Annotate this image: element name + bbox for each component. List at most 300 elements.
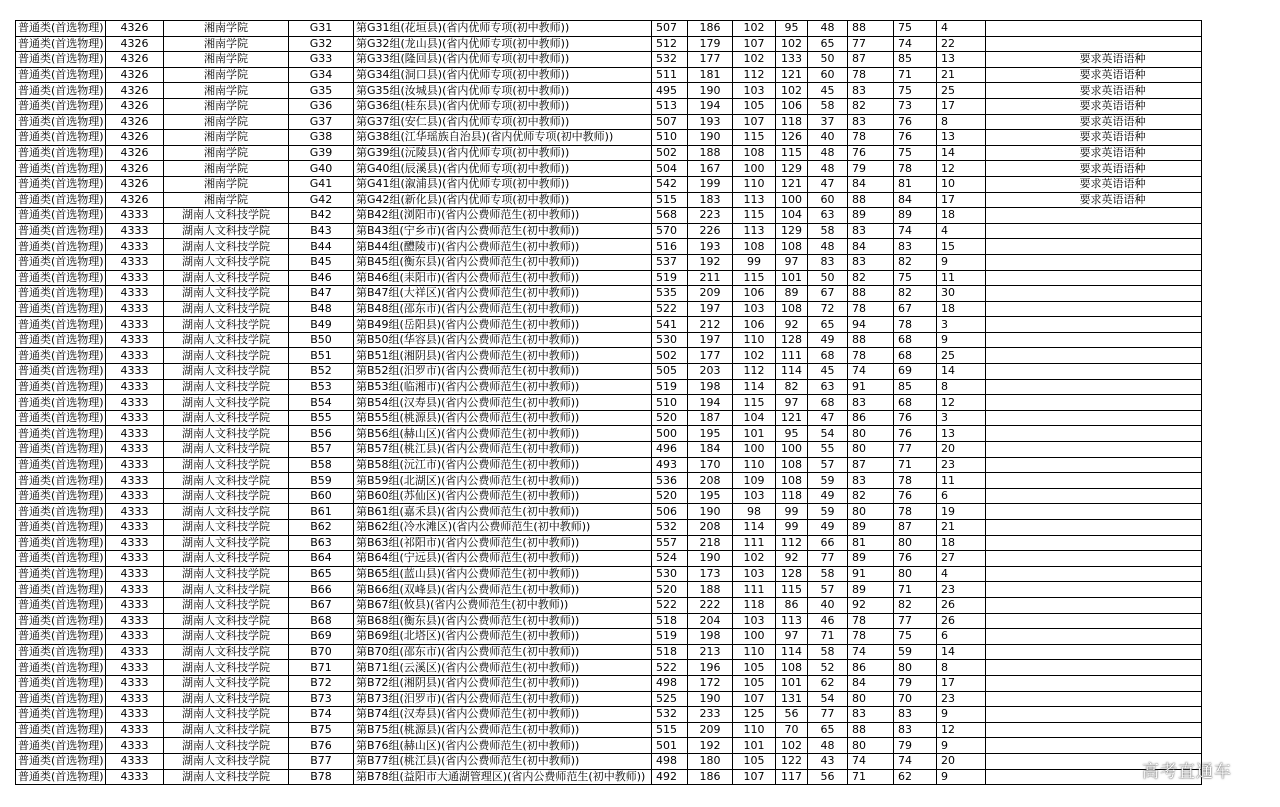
cell-foreign-lang-score: 71 (808, 629, 848, 645)
cell-rank-order: 20 (937, 442, 986, 458)
cell-school-code: 4333 (106, 488, 164, 504)
cell-elective-1-score: 78 (848, 348, 894, 364)
cell-rank-order: 8 (937, 660, 986, 676)
cell-category: 普通类(首选物理) (16, 317, 106, 333)
cell-chinese-score: 114 (733, 520, 776, 536)
cell-group-code: B44 (289, 239, 354, 255)
cell-math-score: 111 (776, 348, 808, 364)
cell-rank-order: 18 (937, 208, 986, 224)
cell-school-name: 湖南人文科技学院 (164, 597, 289, 613)
cell-math-score: 108 (776, 301, 808, 317)
cell-chinese-math-sum: 198 (688, 379, 733, 395)
cell-school-code: 4326 (106, 36, 164, 52)
cell-foreign-lang-score: 47 (808, 410, 848, 426)
cell-elective-1-score: 89 (848, 551, 894, 567)
cell-foreign-lang-score: 45 (808, 83, 848, 99)
cell-chinese-score: 112 (733, 364, 776, 380)
cell-group-name: 第B65组(蓝山县)(省内公费师范生(初中教师)) (354, 566, 652, 582)
cell-rank-order: 25 (937, 348, 986, 364)
cell-math-score: 108 (776, 660, 808, 676)
cell-school-code: 4333 (106, 722, 164, 738)
cell-school-name: 湖南人文科技学院 (164, 582, 289, 598)
cell-group-name: 第B45组(衡东县)(省内公费师范生(初中教师)) (354, 254, 652, 270)
cell-chinese-math-sum: 186 (688, 21, 733, 37)
cell-foreign-lang-score: 45 (808, 364, 848, 380)
cell-math-score: 97 (776, 629, 808, 645)
cell-elective-2-score: 79 (894, 675, 937, 691)
cell-elective-2-score: 71 (894, 67, 937, 83)
cell-foreign-lang-score: 59 (808, 473, 848, 489)
cell-group-code: B62 (289, 520, 354, 536)
cell-elective-1-score: 83 (848, 83, 894, 99)
table-row (16, 176, 1202, 192)
cell-chinese-math-sum: 173 (688, 566, 733, 582)
cell-school-name: 湖南人文科技学院 (164, 208, 289, 224)
cell-school-code: 4333 (106, 629, 164, 645)
cell-remark (986, 317, 1202, 333)
table-row (16, 364, 1202, 380)
cell-elective-1-score: 80 (848, 504, 894, 520)
cell-remark (986, 722, 1202, 738)
cell-elective-2-score: 80 (894, 566, 937, 582)
cell-school-code: 4333 (106, 691, 164, 707)
cell-school-name: 湖南人文科技学院 (164, 675, 289, 691)
cell-elective-1-score: 83 (848, 114, 894, 130)
cell-school-name: 湖南人文科技学院 (164, 520, 289, 536)
cell-rank-order: 6 (937, 629, 986, 645)
cell-school-name: 湖南人文科技学院 (164, 223, 289, 239)
cell-elective-2-score: 74 (894, 223, 937, 239)
table-row (16, 426, 1202, 442)
cell-remark: 要求英语语种 (986, 114, 1202, 130)
cell-elective-1-score: 80 (848, 426, 894, 442)
cell-remark (986, 597, 1202, 613)
cell-school-code: 4333 (106, 379, 164, 395)
cell-school-name: 湘南学院 (164, 176, 289, 192)
cell-category: 普通类(首选物理) (16, 566, 106, 582)
cell-group-name: 第B77组(桃江县)(省内公费师范生(初中教师)) (354, 753, 652, 769)
cell-school-name: 湖南人文科技学院 (164, 613, 289, 629)
cell-math-score: 121 (776, 67, 808, 83)
cell-school-name: 湘南学院 (164, 21, 289, 37)
cell-chinese-score: 107 (733, 114, 776, 130)
cell-school-code: 4333 (106, 223, 164, 239)
cell-group-code: G38 (289, 130, 354, 146)
cell-total-score: 510 (652, 130, 688, 146)
cell-chinese-math-sum: 203 (688, 364, 733, 380)
cell-school-name: 湖南人文科技学院 (164, 488, 289, 504)
cell-group-name: 第B73组(汨罗市)(省内公费师范生(初中教师)) (354, 691, 652, 707)
cell-foreign-lang-score: 63 (808, 379, 848, 395)
cell-total-score: 496 (652, 442, 688, 458)
cell-school-name: 湖南人文科技学院 (164, 254, 289, 270)
cell-foreign-lang-score: 54 (808, 426, 848, 442)
cell-remark (986, 332, 1202, 348)
cell-foreign-lang-score: 60 (808, 192, 848, 208)
cell-elective-1-score: 83 (848, 254, 894, 270)
cell-remark (986, 473, 1202, 489)
cell-rank-order: 26 (937, 613, 986, 629)
cell-foreign-lang-score: 46 (808, 613, 848, 629)
cell-school-code: 4333 (106, 753, 164, 769)
cell-group-name: 第G33组(隆回县)(省内优师专项(初中教师)) (354, 52, 652, 68)
table-row (16, 691, 1202, 707)
cell-math-score: 92 (776, 317, 808, 333)
cell-elective-2-score: 69 (894, 364, 937, 380)
cell-rank-order: 3 (937, 410, 986, 426)
cell-category: 普通类(首选物理) (16, 660, 106, 676)
cell-math-score: 113 (776, 613, 808, 629)
cell-elective-2-score: 71 (894, 582, 937, 598)
table-row (16, 753, 1202, 769)
cell-chinese-math-sum: 172 (688, 675, 733, 691)
cell-math-score: 86 (776, 597, 808, 613)
cell-school-name: 湖南人文科技学院 (164, 738, 289, 754)
cell-elective-1-score: 83 (848, 707, 894, 723)
cell-elective-1-score: 74 (848, 753, 894, 769)
cell-elective-2-score: 80 (894, 660, 937, 676)
cell-chinese-math-sum: 212 (688, 317, 733, 333)
cell-total-score: 536 (652, 473, 688, 489)
cell-category: 普通类(首选物理) (16, 254, 106, 270)
cell-group-code: G37 (289, 114, 354, 130)
cell-school-code: 4333 (106, 535, 164, 551)
cell-school-name: 湘南学院 (164, 114, 289, 130)
cell-math-score: 114 (776, 364, 808, 380)
cell-elective-1-score: 74 (848, 644, 894, 660)
table-row (16, 644, 1202, 660)
cell-remark (986, 488, 1202, 504)
cell-foreign-lang-score: 62 (808, 675, 848, 691)
cell-group-code: B45 (289, 254, 354, 270)
cell-chinese-score: 108 (733, 239, 776, 255)
cell-elective-1-score: 92 (848, 597, 894, 613)
cell-elective-1-score: 78 (848, 629, 894, 645)
cell-elective-2-score: 81 (894, 176, 937, 192)
cell-school-name: 湖南人文科技学院 (164, 348, 289, 364)
cell-school-code: 4333 (106, 582, 164, 598)
cell-math-score: 99 (776, 520, 808, 536)
cell-math-score: 108 (776, 457, 808, 473)
cell-rank-order: 11 (937, 270, 986, 286)
table-row (16, 488, 1202, 504)
cell-group-code: B71 (289, 660, 354, 676)
cell-school-code: 4326 (106, 67, 164, 83)
cell-elective-1-score: 87 (848, 457, 894, 473)
cell-foreign-lang-score: 48 (808, 239, 848, 255)
cell-remark (986, 582, 1202, 598)
table-row (16, 98, 1202, 114)
cell-group-code: B64 (289, 551, 354, 567)
cell-chinese-score: 103 (733, 301, 776, 317)
cell-foreign-lang-score: 49 (808, 488, 848, 504)
cell-category: 普通类(首选物理) (16, 504, 106, 520)
cell-category: 普通类(首选物理) (16, 239, 106, 255)
cell-elective-2-score: 82 (894, 254, 937, 270)
cell-foreign-lang-score: 49 (808, 332, 848, 348)
cell-group-name: 第B67组(攸县)(省内公费师范生(初中教师)) (354, 597, 652, 613)
cell-foreign-lang-score: 68 (808, 395, 848, 411)
cell-elective-2-score: 75 (894, 83, 937, 99)
cell-remark (986, 379, 1202, 395)
cell-total-score: 519 (652, 629, 688, 645)
table-row (16, 192, 1202, 208)
cell-group-name: 第B58组(沅江市)(省内公费师范生(初中教师)) (354, 457, 652, 473)
cell-remark (986, 348, 1202, 364)
cell-group-name: 第B66组(双峰县)(省内公费师范生(初中教师)) (354, 582, 652, 598)
cell-math-score: 106 (776, 98, 808, 114)
cell-rank-order: 17 (937, 98, 986, 114)
cell-school-name: 湖南人文科技学院 (164, 691, 289, 707)
cell-chinese-score: 103 (733, 83, 776, 99)
table-row (16, 270, 1202, 286)
cell-foreign-lang-score: 52 (808, 660, 848, 676)
cell-school-name: 湖南人文科技学院 (164, 410, 289, 426)
watermark-text: 高考直通车 (1142, 762, 1232, 782)
cell-group-code: G35 (289, 83, 354, 99)
cell-school-code: 4326 (106, 52, 164, 68)
cell-elective-2-score: 77 (894, 442, 937, 458)
table-row (16, 473, 1202, 489)
cell-elective-1-score: 86 (848, 660, 894, 676)
cell-elective-2-score: 71 (894, 457, 937, 473)
cell-foreign-lang-score: 55 (808, 442, 848, 458)
cell-chinese-score: 115 (733, 395, 776, 411)
cell-total-score: 524 (652, 551, 688, 567)
cell-total-score: 502 (652, 348, 688, 364)
cell-group-code: B57 (289, 442, 354, 458)
cell-chinese-math-sum: 170 (688, 457, 733, 473)
cell-category: 普通类(首选物理) (16, 488, 106, 504)
cell-category: 普通类(首选物理) (16, 395, 106, 411)
cell-school-name: 湘南学院 (164, 52, 289, 68)
cell-elective-1-score: 71 (848, 769, 894, 785)
cell-foreign-lang-score: 58 (808, 98, 848, 114)
cell-total-score: 557 (652, 535, 688, 551)
cell-remark (986, 270, 1202, 286)
cell-group-code: B49 (289, 317, 354, 333)
cell-math-score: 128 (776, 566, 808, 582)
cell-elective-2-score: 82 (894, 286, 937, 302)
table-row (16, 21, 1202, 37)
cell-total-score: 522 (652, 597, 688, 613)
cell-category: 普通类(首选物理) (16, 286, 106, 302)
table-row (16, 286, 1202, 302)
cell-elective-2-score: 75 (894, 21, 937, 37)
cell-chinese-math-sum: 197 (688, 301, 733, 317)
cell-remark (986, 738, 1202, 754)
cell-chinese-score: 110 (733, 332, 776, 348)
cell-elective-2-score: 85 (894, 52, 937, 68)
cell-group-code: B61 (289, 504, 354, 520)
cell-chinese-math-sum: 211 (688, 270, 733, 286)
cell-total-score: 511 (652, 67, 688, 83)
cell-total-score: 493 (652, 457, 688, 473)
table-row (16, 769, 1202, 785)
table-row (16, 660, 1202, 676)
cell-math-score: 115 (776, 582, 808, 598)
cell-group-name: 第B74组(汉寿县)(省内公费师范生(初中教师)) (354, 707, 652, 723)
cell-foreign-lang-score: 72 (808, 301, 848, 317)
cell-group-name: 第B51组(湘阴县)(省内公费师范生(初中教师)) (354, 348, 652, 364)
cell-elective-2-score: 83 (894, 722, 937, 738)
cell-chinese-math-sum: 194 (688, 98, 733, 114)
cell-foreign-lang-score: 54 (808, 691, 848, 707)
cell-foreign-lang-score: 58 (808, 644, 848, 660)
cell-foreign-lang-score: 65 (808, 722, 848, 738)
cell-elective-1-score: 80 (848, 738, 894, 754)
cell-group-code: B66 (289, 582, 354, 598)
cell-group-name: 第B69组(北塔区)(省内公费师范生(初中教师)) (354, 629, 652, 645)
cell-rank-order: 14 (937, 145, 986, 161)
cell-chinese-score: 110 (733, 457, 776, 473)
cell-category: 普通类(首选物理) (16, 301, 106, 317)
cell-foreign-lang-score: 77 (808, 707, 848, 723)
cell-elective-1-score: 88 (848, 722, 894, 738)
cell-rank-order: 9 (937, 254, 986, 270)
cell-remark (986, 566, 1202, 582)
cell-elective-1-score: 82 (848, 270, 894, 286)
cell-elective-2-score: 75 (894, 629, 937, 645)
cell-rank-order: 14 (937, 364, 986, 380)
cell-total-score: 513 (652, 98, 688, 114)
cell-total-score: 504 (652, 161, 688, 177)
cell-category: 普通类(首选物理) (16, 629, 106, 645)
cell-school-name: 湖南人文科技学院 (164, 457, 289, 473)
cell-chinese-math-sum: 192 (688, 738, 733, 754)
cell-foreign-lang-score: 37 (808, 114, 848, 130)
cell-chinese-score: 103 (733, 488, 776, 504)
cell-math-score: 92 (776, 551, 808, 567)
table-row (16, 254, 1202, 270)
cell-category: 普通类(首选物理) (16, 473, 106, 489)
cell-foreign-lang-score: 65 (808, 36, 848, 52)
cell-elective-1-score: 82 (848, 98, 894, 114)
cell-school-code: 4333 (106, 660, 164, 676)
cell-total-score: 516 (652, 239, 688, 255)
cell-chinese-score: 108 (733, 145, 776, 161)
cell-chinese-score: 102 (733, 348, 776, 364)
table-row (16, 223, 1202, 239)
cell-total-score: 520 (652, 410, 688, 426)
cell-chinese-score: 110 (733, 722, 776, 738)
cell-total-score: 500 (652, 426, 688, 442)
cell-total-score: 492 (652, 769, 688, 785)
cell-elective-2-score: 79 (894, 738, 937, 754)
cell-math-score: 101 (776, 270, 808, 286)
cell-group-code: B63 (289, 535, 354, 551)
cell-elective-2-score: 84 (894, 192, 937, 208)
cell-chinese-math-sum: 190 (688, 691, 733, 707)
cell-chinese-score: 102 (733, 21, 776, 37)
cell-group-name: 第B49组(岳阳县)(省内公费师范生(初中教师)) (354, 317, 652, 333)
cell-rank-order: 15 (937, 239, 986, 255)
cell-total-score: 520 (652, 488, 688, 504)
cell-remark: 要求英语语种 (986, 98, 1202, 114)
cell-school-code: 4333 (106, 239, 164, 255)
cell-category: 普通类(首选物理) (16, 442, 106, 458)
cell-group-name: 第B47组(大祥区)(省内公费师范生(初中教师)) (354, 286, 652, 302)
cell-school-name: 湖南人文科技学院 (164, 426, 289, 442)
cell-foreign-lang-score: 43 (808, 753, 848, 769)
cell-category: 普通类(首选物理) (16, 21, 106, 37)
cell-elective-2-score: 76 (894, 410, 937, 426)
cell-math-score: 131 (776, 691, 808, 707)
cell-group-code: G39 (289, 145, 354, 161)
table-row (16, 457, 1202, 473)
cell-rank-order: 9 (937, 332, 986, 348)
cell-rank-order: 9 (937, 738, 986, 754)
cell-foreign-lang-score: 57 (808, 457, 848, 473)
cell-remark (986, 691, 1202, 707)
cell-math-score: 102 (776, 83, 808, 99)
cell-group-name: 第G38组(江华瑶族自治县)(省内优师专项(初中教师)) (354, 130, 652, 146)
cell-group-name: 第G40组(辰溪县)(省内优师专项(初中教师)) (354, 161, 652, 177)
cell-category: 普通类(首选物理) (16, 597, 106, 613)
cell-elective-1-score: 88 (848, 286, 894, 302)
cell-chinese-score: 107 (733, 691, 776, 707)
cell-total-score: 518 (652, 613, 688, 629)
cell-group-name: 第G41组(溆浦县)(省内优师专项(初中教师)) (354, 176, 652, 192)
cell-foreign-lang-score: 58 (808, 223, 848, 239)
cell-chinese-math-sum: 188 (688, 582, 733, 598)
cell-school-code: 4333 (106, 738, 164, 754)
cell-rank-order: 18 (937, 535, 986, 551)
cell-elective-1-score: 89 (848, 582, 894, 598)
cell-remark (986, 208, 1202, 224)
cell-group-name: 第B75组(桃源县)(省内公费师范生(初中教师)) (354, 722, 652, 738)
cell-school-name: 湘南学院 (164, 67, 289, 83)
cell-group-name: 第B43组(宁乡市)(省内公费师范生(初中教师)) (354, 223, 652, 239)
cell-remark (986, 223, 1202, 239)
cell-category: 普通类(首选物理) (16, 83, 106, 99)
cell-category: 普通类(首选物理) (16, 161, 106, 177)
cell-chinese-math-sum: 193 (688, 114, 733, 130)
cell-chinese-score: 112 (733, 67, 776, 83)
cell-chinese-math-sum: 195 (688, 426, 733, 442)
cell-group-code: B47 (289, 286, 354, 302)
cell-category: 普通类(首选物理) (16, 67, 106, 83)
cell-rank-order: 13 (937, 130, 986, 146)
cell-school-name: 湖南人文科技学院 (164, 332, 289, 348)
cell-chinese-math-sum: 226 (688, 223, 733, 239)
cell-group-name: 第B64组(宁远县)(省内公费师范生(初中教师)) (354, 551, 652, 567)
cell-total-score: 568 (652, 208, 688, 224)
cell-chinese-math-sum: 213 (688, 644, 733, 660)
cell-chinese-math-sum: 222 (688, 597, 733, 613)
cell-school-code: 4333 (106, 286, 164, 302)
cell-rank-order: 19 (937, 504, 986, 520)
cell-chinese-score: 102 (733, 551, 776, 567)
cell-elective-2-score: 59 (894, 644, 937, 660)
cell-elective-1-score: 83 (848, 395, 894, 411)
cell-foreign-lang-score: 48 (808, 738, 848, 754)
cell-school-name: 湖南人文科技学院 (164, 644, 289, 660)
cell-chinese-score: 110 (733, 176, 776, 192)
cell-category: 普通类(首选物理) (16, 675, 106, 691)
cell-chinese-math-sum: 181 (688, 67, 733, 83)
cell-rank-order: 12 (937, 161, 986, 177)
cell-math-score: 82 (776, 379, 808, 395)
cell-elective-2-score: 82 (894, 597, 937, 613)
cell-group-code: B70 (289, 644, 354, 660)
table-row (16, 551, 1202, 567)
cell-total-score: 515 (652, 192, 688, 208)
cell-rank-order: 12 (937, 395, 986, 411)
cell-chinese-score: 109 (733, 473, 776, 489)
cell-elective-2-score: 67 (894, 301, 937, 317)
cell-remark (986, 36, 1202, 52)
